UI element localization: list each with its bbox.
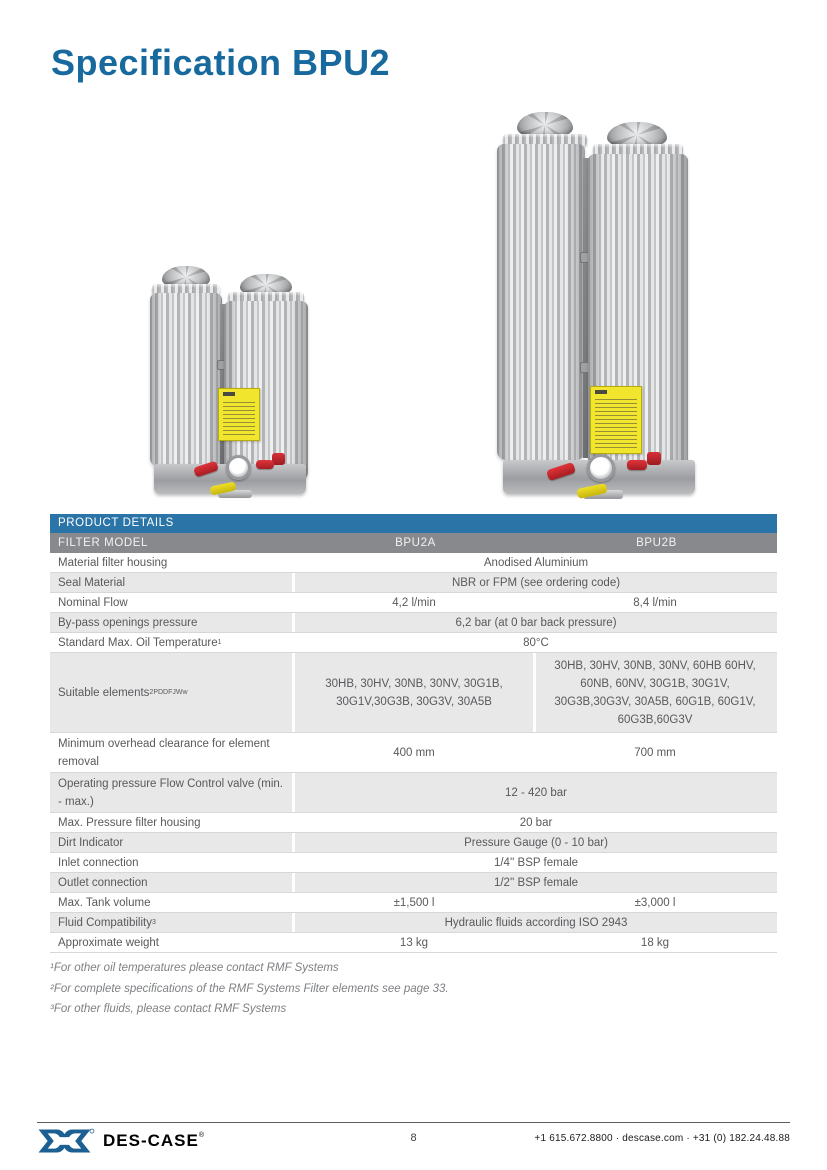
pressure-gauge-icon xyxy=(226,455,251,480)
red-valve-lever xyxy=(256,460,274,469)
row-value: 1/2'' BSP female xyxy=(493,876,579,889)
table-row xyxy=(50,873,777,893)
product-details-table xyxy=(50,514,777,953)
red-valve-cap xyxy=(647,452,661,465)
column-header-bpu2b: BPU2B xyxy=(636,537,677,549)
row-label: Inlet connection xyxy=(50,853,295,872)
row-label: Material filter housing xyxy=(50,553,295,572)
row-value: 12 - 420 bar xyxy=(504,786,567,799)
table-row xyxy=(50,893,777,913)
registered-mark: ® xyxy=(198,1131,205,1139)
table-row xyxy=(50,913,777,933)
footer xyxy=(37,1126,790,1156)
row-value: 1/4'' BSP female xyxy=(493,856,579,869)
footer-contact: +1 615.672.8800 · descase.com · +31 (0) 182.24.48.88 xyxy=(534,1133,790,1144)
table-row xyxy=(50,773,777,813)
table-row xyxy=(50,833,777,853)
table-row xyxy=(50,573,777,593)
brand-name: DES-CASE xyxy=(103,1131,199,1150)
table-row xyxy=(50,733,777,773)
row-label: Approximate weight xyxy=(50,933,295,952)
row-label: Max. Pressure filter housing xyxy=(50,813,295,832)
row-value: 20 bar xyxy=(519,816,553,829)
table-row xyxy=(50,553,777,573)
table-column-header-row xyxy=(50,533,777,553)
table-row xyxy=(50,933,777,953)
row-label: Dirt Indicator xyxy=(50,833,295,852)
row-value-bpu2b: ±3,000 l xyxy=(634,896,676,909)
row-value: Pressure Gauge (0 - 10 bar) xyxy=(464,836,608,849)
row-label: By-pass openings pressure xyxy=(50,613,295,632)
table-row xyxy=(50,653,777,733)
page-title: Specification BPU2 xyxy=(51,42,391,83)
row-label: Nominal Flow xyxy=(50,593,295,612)
row-value-bpu2b: 30HB, 30HV, 30NB, 30NV, 60HB 60HV, 60NB, 60NV, 30G1B, 30G1V, 30G3B,30G3V, 30A5B, 60G1B, 60G1V, 60G3B,60G3V xyxy=(554,659,756,726)
row-value-bpu2b: 700 mm xyxy=(634,746,676,759)
row-value: NBR or FPM (see ordering code) xyxy=(451,576,621,589)
footnote-1: ¹For other oil temperatures please contact RMF Systems xyxy=(50,962,339,974)
page-number: 8 xyxy=(410,1132,417,1144)
row-value-bpu2a: 30HB, 30HV, 30NB, 30NV, 30G1B, 30G1V,30G3B, 30G3V, 30A5B xyxy=(295,653,536,732)
table-row xyxy=(50,813,777,833)
footnote-3: ³For other fluids, please contact RMF Systems xyxy=(50,1003,287,1015)
row-value-bpu2b: 8,4 l/min xyxy=(633,596,677,609)
row-value-bpu2a: 13 kg xyxy=(295,933,536,952)
footnote-2: ²For complete specifications of the RMF Systems Filter elements see page 33. xyxy=(50,982,449,995)
pressure-gauge-icon xyxy=(587,454,615,482)
row-value-bpu2a: 4,2 l/min xyxy=(295,593,536,612)
row-label: Suitable elements 2PDDFJWw xyxy=(50,653,295,732)
footnotes xyxy=(50,958,449,1020)
row-label: Standard Max. Oil Temperature 1 xyxy=(50,633,295,652)
bpu2b-product-image xyxy=(495,110,705,508)
filter-cylinder xyxy=(497,144,585,460)
row-label: Minimum overhead clearance for element removal xyxy=(50,733,295,772)
red-valve-lever xyxy=(627,460,647,470)
table-row xyxy=(50,613,777,633)
filter-cylinder xyxy=(150,293,222,467)
spec-label-sticker xyxy=(218,388,260,441)
table-row xyxy=(50,633,777,653)
row-label: Seal Material xyxy=(50,573,295,592)
row-label: Fluid Compatibility 3 xyxy=(50,913,295,932)
footer-divider xyxy=(37,1122,790,1123)
row-value: Anodised Aluminium xyxy=(483,556,589,569)
row-value: 80°C xyxy=(523,636,549,649)
bpu2a-product-image xyxy=(148,264,313,506)
table-row xyxy=(50,593,777,613)
spec-label-sticker xyxy=(590,386,642,454)
column-header-filter-model: FILTER MODEL xyxy=(58,537,149,549)
row-label: Max. Tank volume xyxy=(50,893,295,912)
column-header-bpu2a: BPU2A xyxy=(395,537,436,549)
row-label: Operating pressure Flow Control valve (min. - max.) xyxy=(50,773,295,812)
row-value-bpu2b: 18 kg xyxy=(640,936,670,949)
table-section-header: PRODUCT DETAILS xyxy=(50,514,777,533)
row-value: Hydraulic fluids according ISO 2943 xyxy=(444,916,628,929)
row-value-bpu2a: ±1,500 l xyxy=(295,893,536,912)
table-row xyxy=(50,853,777,873)
row-value-bpu2a: 400 mm xyxy=(295,733,536,772)
row-label: Outlet connection xyxy=(50,873,295,892)
row-value: 6,2 bar (at 0 bar back pressure) xyxy=(455,616,617,629)
